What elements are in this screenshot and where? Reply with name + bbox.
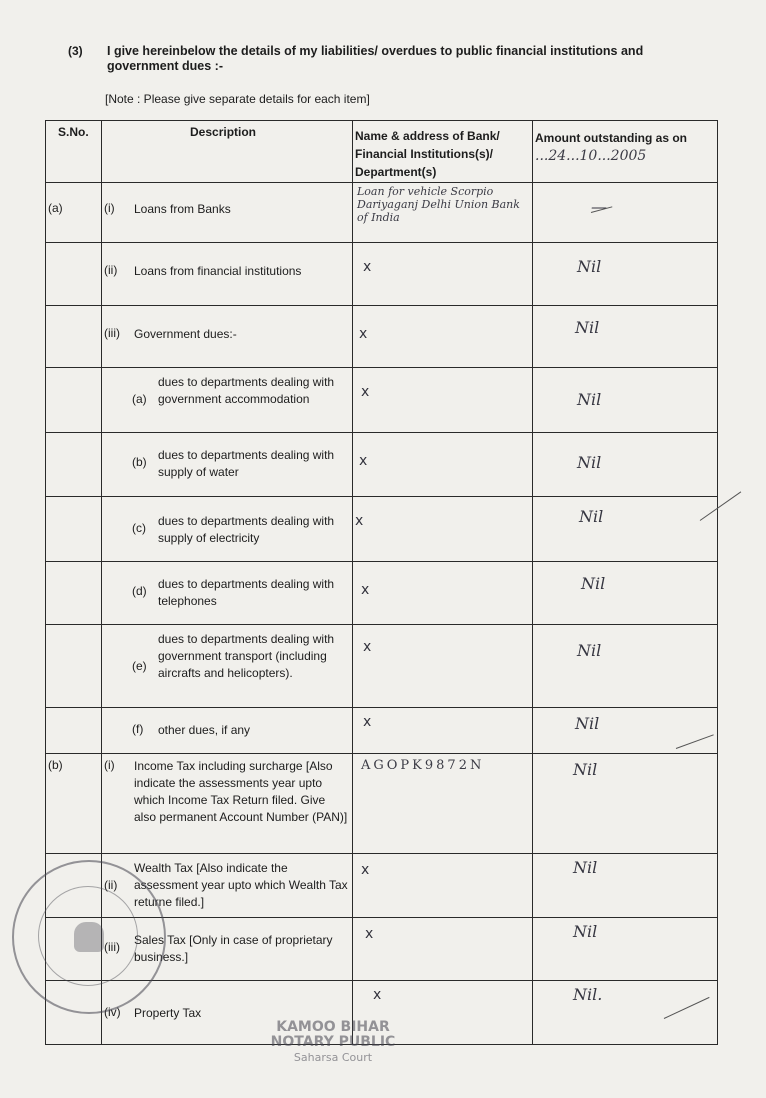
row-bank: x (363, 259, 372, 275)
row-bank: AGOPK9872N (361, 758, 485, 773)
row-description: Sales Tax [Only in case of proprietary business.] (134, 933, 333, 964)
row-number: (e) (132, 659, 147, 673)
row-description: dues to departments dealing with telephones (158, 577, 335, 608)
row-bank: x (361, 582, 370, 598)
table-row (46, 497, 718, 562)
row-description: dues to departments dealing with government transport (including aircrafts and helicopters). (158, 632, 335, 680)
row-number: (ii) (104, 878, 118, 892)
table-row (46, 433, 718, 497)
row-description: Loans from Banks (134, 202, 231, 216)
stamp-line: KAMOO BIHAR (276, 1019, 390, 1035)
emblem-icon (74, 922, 104, 952)
stamp-line: Saharsa Court (293, 1051, 373, 1064)
stamp-line: NOTARY PUBLIC (270, 1034, 396, 1050)
table-header-row (46, 121, 718, 183)
row-number: (iii) (104, 940, 120, 954)
amount-date: ...24...10...2005 (535, 148, 647, 164)
row-bank: x (363, 639, 372, 655)
row-description: Government dues:- (134, 327, 237, 341)
row-bank: x (373, 987, 382, 1003)
row-bank: x (361, 862, 370, 878)
col-amount-header (533, 121, 718, 183)
row-number: (iii) (104, 326, 120, 340)
row-number: (c) (132, 521, 146, 535)
row-description: dues to departments dealing with supply of electricity (158, 514, 335, 545)
row-amount: Nil (577, 390, 602, 409)
row-amount: Nil. (573, 985, 603, 1004)
row-description: Wealth Tax [Also indicate the assessment year upto which Wealth Tax returne filed.] (134, 861, 348, 909)
table-row (46, 708, 718, 754)
row-description: other dues, if any (158, 723, 251, 737)
row-bank: x (363, 714, 372, 730)
row-number: (i) (104, 201, 115, 215)
table-row (46, 183, 718, 243)
row-amount: Nil (579, 507, 604, 526)
notary-footer-stamp (258, 1020, 408, 1065)
amount-label: Amount outstanding as on (535, 131, 687, 145)
row-amount: Nil (577, 641, 602, 660)
col-sno-header: S.No. (46, 121, 102, 183)
row-bank: x (361, 384, 370, 400)
section-number: (3) (68, 44, 83, 58)
row-number: (d) (132, 584, 147, 598)
row-bank: x (355, 513, 364, 529)
table-row (46, 754, 718, 854)
row-description: Income Tax including surcharge [Also indicate the assessments year upto which Income Tax Return filed. Give also permanent Account Number (PAN)] (134, 759, 348, 824)
row-bank: x (359, 326, 368, 342)
table-row (46, 562, 718, 625)
row-amount: Nil (577, 257, 602, 276)
row-amount: Nil (577, 453, 602, 472)
row-sno: (a) (48, 201, 63, 215)
row-bank: x (365, 926, 374, 942)
row-amount: Nil (581, 574, 606, 593)
row-description: Property Tax (134, 1006, 202, 1020)
row-number: (a) (132, 392, 147, 406)
row-number: (b) (132, 455, 147, 469)
row-amount: Nil (575, 714, 600, 733)
row-number: (i) (104, 758, 115, 772)
row-amount: — (591, 197, 607, 216)
row-description: dues to departments dealing with supply of water (158, 448, 335, 479)
row-amount: Nil (573, 922, 598, 941)
row-amount: Nil (575, 318, 600, 337)
row-number: (ii) (104, 263, 118, 277)
section-note: [Note : Please give separate details for each item] (105, 92, 370, 106)
section-heading: I give hereinbelow the details of my liabilities/ overdues to public financial institutions and government dues :- (107, 44, 644, 73)
table-row (46, 368, 718, 433)
table-row (46, 625, 718, 708)
row-sno: (b) (48, 758, 63, 772)
table-row (46, 243, 718, 306)
col-description-header: Description (102, 121, 353, 183)
row-amount: Nil (573, 858, 598, 877)
row-bank: Loan for vehicle Scorpio Dariyaganj Delhi Union Bank of India (357, 185, 520, 224)
row-description: dues to departments dealing with government accommodation (158, 375, 335, 406)
col-bank-header: Name & address of Bank/ Financial Institutions(s)/ Department(s) (353, 121, 533, 183)
row-bank: x (359, 453, 368, 469)
table-row (46, 306, 718, 368)
notary-stamp (12, 860, 166, 1014)
row-number: (iv) (104, 1005, 121, 1019)
row-description: Loans from financial institutions (134, 264, 302, 278)
row-amount: Nil (573, 760, 598, 779)
row-number: (f) (132, 722, 144, 736)
